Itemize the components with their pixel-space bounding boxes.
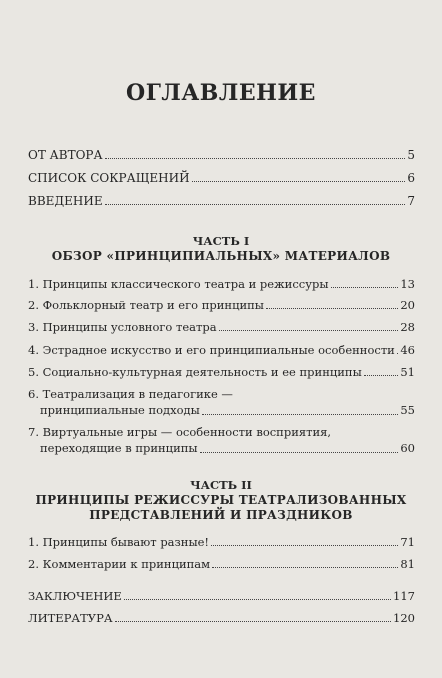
part2-label: ЧАСТЬ II — [190, 478, 252, 492]
dot-leader — [397, 352, 399, 354]
toc-entry-page: 55 — [400, 403, 415, 417]
toc-entry-page: 5 — [407, 148, 415, 162]
toc-entry-text: ЗАКЛЮЧЕНИЕ — [28, 589, 122, 603]
toc-entry-page: 6 — [407, 171, 415, 185]
toc-entry-text: 3. Принципы условного театра — [28, 320, 217, 334]
toc-entry-page: 28 — [400, 320, 415, 334]
dot-leader — [115, 620, 391, 622]
toc-entry-text: ВВЕДЕНИЕ — [28, 194, 103, 208]
toc-entry-text: ЛИТЕРАТУРА — [28, 611, 113, 625]
toc-entry-p1-3[interactable] — [28, 320, 415, 334]
dot-leader — [202, 413, 399, 415]
toc-entry-abbreviations[interactable] — [28, 171, 415, 185]
dot-leader — [200, 451, 399, 453]
toc-entry-text: 2. Фольклорный театр и его принципы — [28, 298, 264, 312]
page-title: ОГЛАВЛЕНИЕ — [126, 80, 316, 106]
toc-entry-p2-1[interactable] — [28, 535, 415, 549]
part1-title: ОБЗОР «ПРИНЦИПИАЛЬНЫХ» МАТЕРИАЛОВ — [51, 249, 391, 263]
toc-entry-author[interactable] — [28, 148, 415, 162]
toc-entry-text: 6. Театрализация в педагогике — — [28, 387, 233, 401]
toc-entry-text: 7. Виртуальные игры — особенности восприятия, — [28, 425, 332, 439]
toc-entry-page: 60 — [400, 441, 415, 455]
part2-title-line2: ПРЕДСТАВЛЕНИЙ И ПРАЗДНИКОВ — [89, 508, 353, 522]
toc-entry-p1-4[interactable] — [28, 343, 415, 357]
toc-entry-page: 7 — [407, 194, 415, 208]
toc-entry-p2-2[interactable] — [28, 557, 415, 571]
toc-entry-page: 117 — [393, 589, 415, 603]
part1-label: ЧАСТЬ I — [192, 234, 250, 248]
toc-entry-text: СПИСОК СОКРАЩЕНИЙ — [28, 171, 190, 185]
dot-leader — [266, 307, 398, 309]
toc-entry-p1-2[interactable] — [28, 298, 415, 312]
dot-leader — [219, 329, 399, 331]
toc-entry-conclusion[interactable] — [28, 589, 415, 603]
toc-entry-page: 20 — [400, 298, 415, 312]
dot-leader — [105, 157, 406, 159]
toc-entry-page: 71 — [400, 535, 415, 549]
toc-entry-literature[interactable] — [28, 611, 415, 625]
part2-title-line1: ПРИНЦИПЫ РЕЖИССУРЫ ТЕАТРАЛИЗОВАННЫХ — [35, 493, 407, 507]
toc-entry-introduction[interactable] — [28, 194, 415, 208]
dot-leader — [211, 544, 398, 546]
dot-leader — [331, 286, 399, 288]
toc-entry-p1-6[interactable] — [28, 386, 415, 418]
dot-leader — [192, 180, 406, 182]
dot-leader — [364, 374, 399, 376]
toc-entry-text: 1. Принципы бывают разные! — [28, 535, 210, 549]
part1-heading — [0, 234, 442, 264]
toc-entry-page: 51 — [400, 365, 415, 379]
toc-entry-page: 13 — [400, 277, 415, 291]
toc-entry-p1-5[interactable] — [28, 365, 415, 379]
toc-entry-page: 46 — [400, 343, 415, 357]
toc-entry-page: 120 — [393, 611, 415, 625]
dot-leader — [105, 203, 406, 205]
part2-heading — [0, 478, 442, 523]
toc-entry-p1-7[interactable] — [28, 424, 415, 456]
dot-leader — [212, 566, 398, 568]
toc-entry-text-cont: переходящие в принципы — [40, 441, 198, 455]
toc-entry-text: 1. Принципы классического театра и режиссуры — [28, 277, 329, 291]
toc-entry-text: ОТ АВТОРА — [28, 148, 103, 162]
dot-leader — [124, 598, 391, 600]
toc-entry-p1-1[interactable] — [28, 277, 415, 291]
toc-entry-text: 2. Комментарии к принципам — [28, 557, 211, 571]
toc-entry-text: 4. Эстрадное искусство и его принципиальные особенности — [28, 343, 395, 357]
toc-entry-text: 5. Социально-культурная деятельность и ее принципы — [28, 365, 362, 379]
toc-entry-text-cont: принципиальные подходы — [40, 403, 200, 417]
toc-entry-page: 81 — [400, 557, 415, 571]
